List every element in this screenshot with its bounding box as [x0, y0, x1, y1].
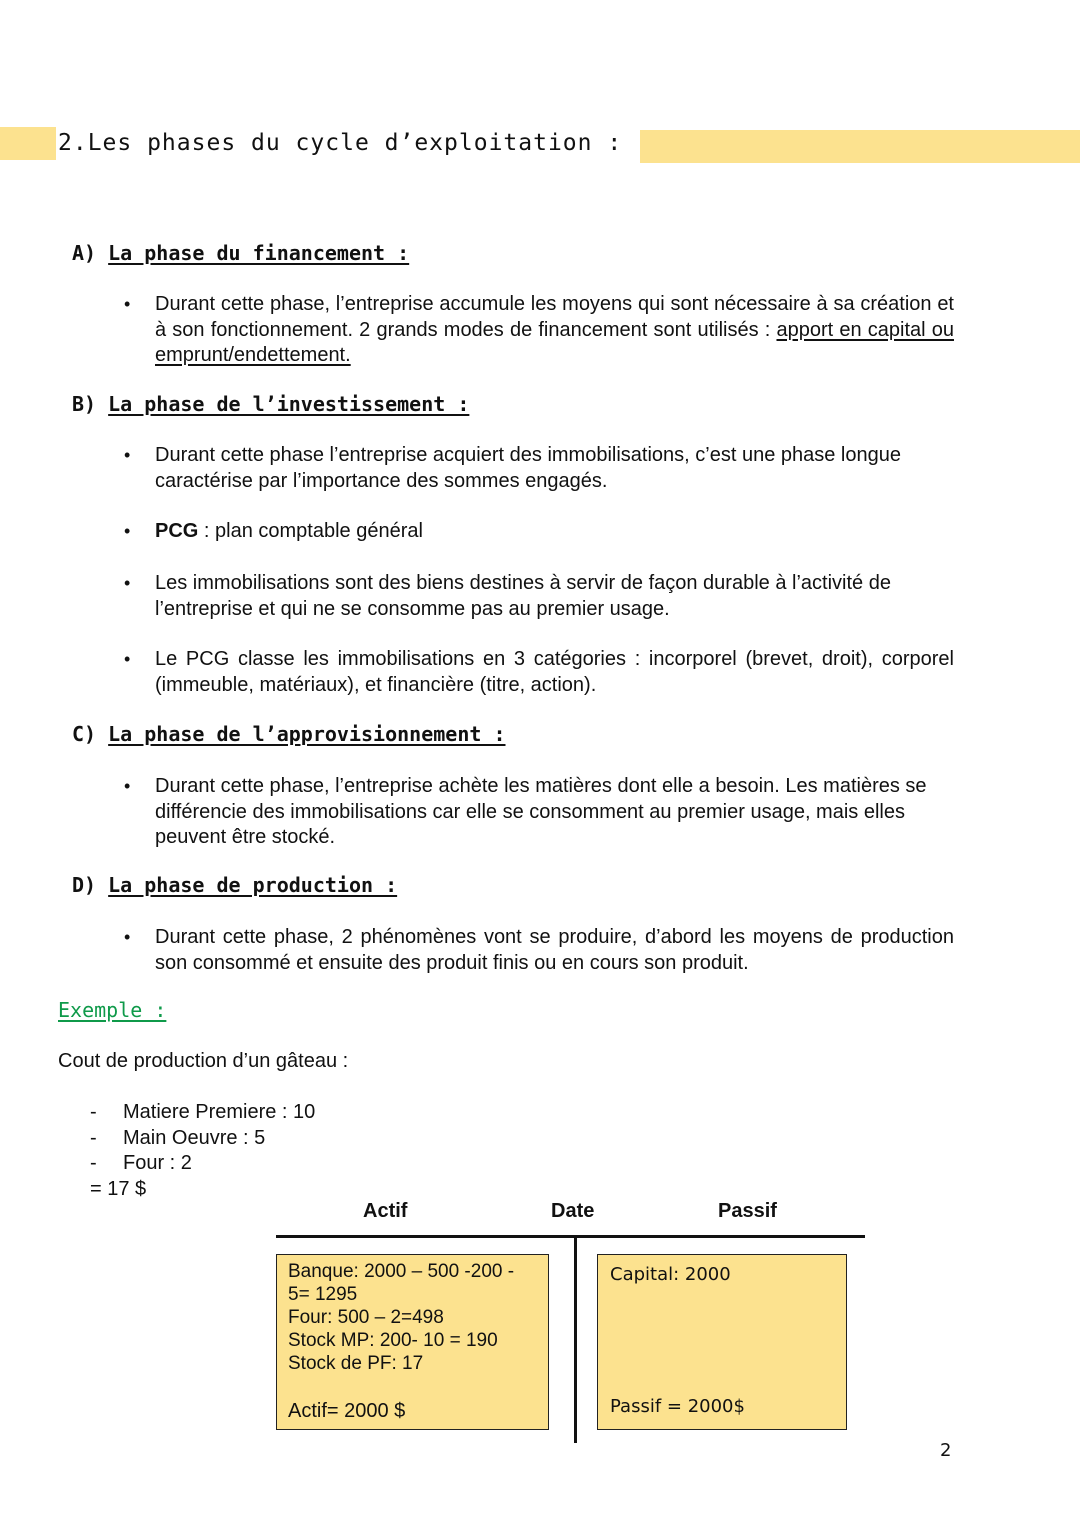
actif-column-header: Actif: [363, 1200, 408, 1222]
bullet-underlined-text: apport en capital ou emprunt/endettement.: [155, 318, 954, 366]
bullet-dot: •: [124, 445, 131, 465]
page-title: 2.Les phases du cycle d’exploitation :: [58, 130, 623, 156]
section-b-bullet-1: [124, 443, 954, 494]
cost-total-text: = 17 $: [90, 1177, 147, 1200]
actif-line: Stock MP: 200- 10 = 190: [288, 1330, 498, 1351]
bullet-dot: •: [124, 927, 131, 947]
actif-line: Banque: 2000 – 500 -200 -: [288, 1261, 515, 1282]
bullet-text: Les immobilisations sont des biens destines à servir de façon durable à l’activité de l’entreprise et qui ne se consomme pas au premier usage.: [155, 572, 891, 620]
passif-total: Passif = 2000$: [610, 1396, 745, 1417]
example-intro: Cout de production d’un gâteau :: [58, 1050, 349, 1072]
actif-total: Actif= 2000 $: [288, 1400, 406, 1422]
bullet-text: : plan comptable général: [198, 520, 423, 542]
section-c-heading: [72, 722, 506, 746]
t-account-vertical-rule: [574, 1237, 577, 1443]
section-d-heading: [72, 873, 397, 897]
section-d-bullet-1: [124, 925, 954, 976]
section-b-bullet-4: [124, 647, 954, 698]
actif-box: [276, 1254, 549, 1430]
date-column-header: Date: [551, 1200, 595, 1222]
section-a-title: La phase du financement :: [108, 241, 410, 265]
bullet-dot: •: [124, 776, 131, 796]
list-dash: -: [90, 1126, 97, 1149]
actif-line: 5= 1295: [288, 1284, 358, 1305]
bullet-dot: •: [124, 294, 131, 314]
list-dash: -: [90, 1101, 97, 1123]
section-a-bullet-1: [124, 292, 954, 369]
title-highlight-left: [0, 127, 56, 160]
cost-item-label: Four : 2: [123, 1152, 192, 1174]
bullet-bold-term: PCG: [155, 520, 199, 542]
bullet-text: Durant cette phase, 2 phénomènes vont se produire, d’abord les moyens de production son consommé et ensuite des produit finis ou en cours son produit.: [155, 926, 954, 974]
bullet-dot: •: [124, 521, 131, 541]
title-highlight-right: [640, 130, 1080, 163]
page-number: 2: [940, 1440, 952, 1461]
section-b-bullet-3: [124, 571, 954, 622]
actif-line: Stock de PF: 17: [288, 1353, 424, 1374]
section-b-bullet-2: [124, 519, 954, 545]
bullet-text: Durant cette phase l’entreprise acquiert des immobilisations, c’est une phase longue caractérise par l’importance des sommes engagés.: [155, 444, 901, 492]
example-heading: Exemple :: [58, 998, 167, 1022]
bullet-text: Durant cette phase, l’entreprise achète les matières dont elle a besoin. Les matières se différencie des immobilisations car elle se consomment au premier usage, mais elles peuvent être stocké.: [155, 775, 927, 848]
section-d-letter: D): [72, 873, 97, 897]
t-account-horizontal-rule: [276, 1235, 865, 1238]
passif-line: Capital: 2000: [610, 1264, 731, 1285]
cost-item-label: Main Oeuvre : 5: [123, 1126, 266, 1149]
section-c-title: La phase de l’approvisionnement :: [108, 722, 506, 746]
cost-item-label: Matiere Premiere : 10: [123, 1101, 316, 1123]
section-c-letter: C): [72, 722, 97, 746]
list-dash: -: [90, 1152, 97, 1174]
section-a-heading: [72, 241, 409, 265]
section-b-letter: B): [72, 392, 97, 416]
section-b-heading: [72, 392, 469, 416]
bullet-text: Le PCG classe les immobilisations en 3 catégories : incorporel (brevet, droit), corporel (immeuble, matériaux), et financière (titre, action).: [155, 648, 954, 696]
passif-box: [597, 1254, 847, 1430]
section-d-title: La phase de production :: [108, 873, 398, 897]
section-b-title: La phase de l’investissement :: [108, 392, 470, 416]
bullet-text: Durant cette phase, l’entreprise accumule les moyens qui sont nécessaire à sa création et à son fonctionnement. 2 grands modes de financement sont utilisés :: [155, 293, 954, 341]
passif-column-header: Passif: [718, 1200, 777, 1222]
section-a-letter: A): [72, 241, 97, 265]
section-c-bullet-1: [124, 774, 954, 851]
bullet-dot: •: [124, 649, 131, 669]
actif-line: Four: 500 – 2=498: [288, 1307, 444, 1328]
bullet-dot: •: [124, 573, 131, 593]
